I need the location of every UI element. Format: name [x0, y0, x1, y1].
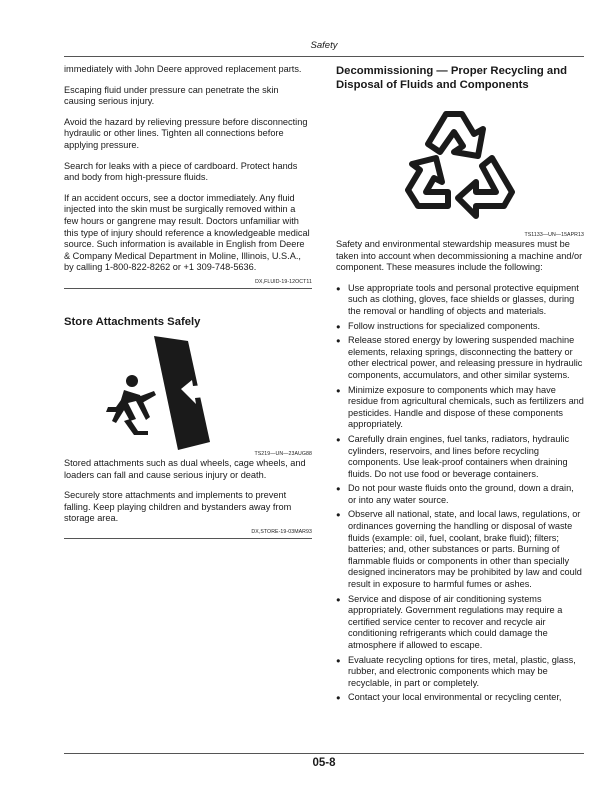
section-rule: [64, 288, 312, 289]
decommissioning-list: [336, 283, 584, 704]
falling-attachment-icon: [64, 333, 312, 451]
fluid-paragraph: Search for leaks with a piece of cardboard. Protect hands and body from high-pressure fluids.: [64, 160, 298, 183]
fluid-paragraph: If an accident occurs, see a doctor immediately. Any fluid injected into the skin must be surgically removed within a few hours or gangrene may result. Doctors unfamiliar with this type of injury should reference a knowledgeable medical source. Such information is available in English from Deere & Company Medical Department in Moline, Illinois, U.S.A., by calling 1-800-822-8262 or +1 309-748-5636.: [64, 192, 310, 273]
recycling-figure-ref: TS1133—UN—15APR13: [524, 232, 584, 238]
list-item: ● Service and dispose of air conditioning systems appropriately. Government regulations may require a certified service center to recover and recycle air conditioning refrigerants which could damage the atmosphere if allowed to escape.: [336, 594, 584, 652]
header-rule: [64, 56, 584, 57]
list-item: ● Carefully drain engines, fuel tanks, radiators, hydraulic cylinders, reservoirs, and lines before recycling components. Use leak-proof containers when draining fluids. Do not use food or beverage containers.: [336, 434, 584, 480]
right-column: [336, 64, 584, 707]
recycling-figure: [336, 94, 584, 232]
footer-rule: [64, 753, 584, 754]
list-item: ● Evaluate recycling options for tires, metal, plastic, glass, rubber, and electronic components which may be recyclable, in part or completely.: [336, 655, 584, 690]
left-column: [64, 64, 312, 539]
decommissioning-intro: Safety and environmental stewardship measures must be taken into account when decommissioning a machine and/or component. These measures include the following:: [336, 239, 583, 273]
fluid-paragraph: immediately with John Deere approved replacement parts.: [64, 64, 302, 74]
fluid-paragraph: Avoid the hazard by relieving pressure before disconnecting hydraulic or other lines. Tighten all connections before applying pressure.: [64, 116, 308, 150]
fluid-ref: DX,FLUID-19-12OCT11: [255, 278, 312, 285]
list-item: ● Minimize exposure to components which may have residue from agricultural chemicals, such as fertilizers and pesticides. Handle and dispose of these components appropriately.: [336, 385, 584, 431]
store-ref: DX,STORE-19-03MAR93: [251, 528, 312, 535]
list-item: ● Contact your local environmental or recycling center,: [336, 692, 584, 704]
store-figure-ref: TS219—UN—23AUG88: [254, 450, 312, 457]
list-item: ● Release stored energy by lowering suspended machine elements, relaxing springs, disconnecting the battery or other electrical power, and releasing pressure in hydraulic components, accumulators, and other similar systems.: [336, 335, 584, 381]
page-number: 05-8: [312, 757, 336, 769]
fluid-paragraph: Escaping fluid under pressure can penetrate the skin causing serious injury.: [64, 84, 279, 107]
list-item: ● Observe all national, state, and local laws, regulations, or ordinances governing the handling or disposal of waste fluids (example: oil, fuel, coolant, brake fluid); filters; batteries; and, other substances or parts. Burning of flammable fluids or components in other than specially designed incinerators may be prohibited by law and could result in exposure to harmful fumes or ashes.: [336, 509, 584, 590]
recycle-icon: [336, 94, 584, 232]
list-item: ● Do not pour waste fluids onto the ground, down a drain, or into any water source.: [336, 483, 584, 506]
section-rule: [64, 538, 312, 539]
list-item: ● Follow instructions for specialized components.: [336, 321, 584, 333]
page-header: Safety: [310, 40, 338, 51]
store-paragraph: Stored attachments such as dual wheels, cage wheels, and loaders can fall and cause serious injury or death.: [64, 457, 306, 480]
list-item: ● Use appropriate tools and personal protective equipment such as clothing, gloves, face shields or glasses, during the removal or handling of objects and materials.: [336, 283, 584, 318]
fluid-section: [64, 64, 312, 289]
store-section: [64, 315, 312, 539]
store-section-title: Store Attachments Safely: [64, 315, 201, 328]
falling-attachment-figure: [64, 333, 312, 451]
store-paragraph: Securely store attachments and implements to prevent falling. Keep playing children and bystanders away from storage area.: [64, 490, 292, 524]
decommissioning-title: Decommissioning — Proper Recycling and Disposal of Fluids and Components: [336, 65, 568, 91]
